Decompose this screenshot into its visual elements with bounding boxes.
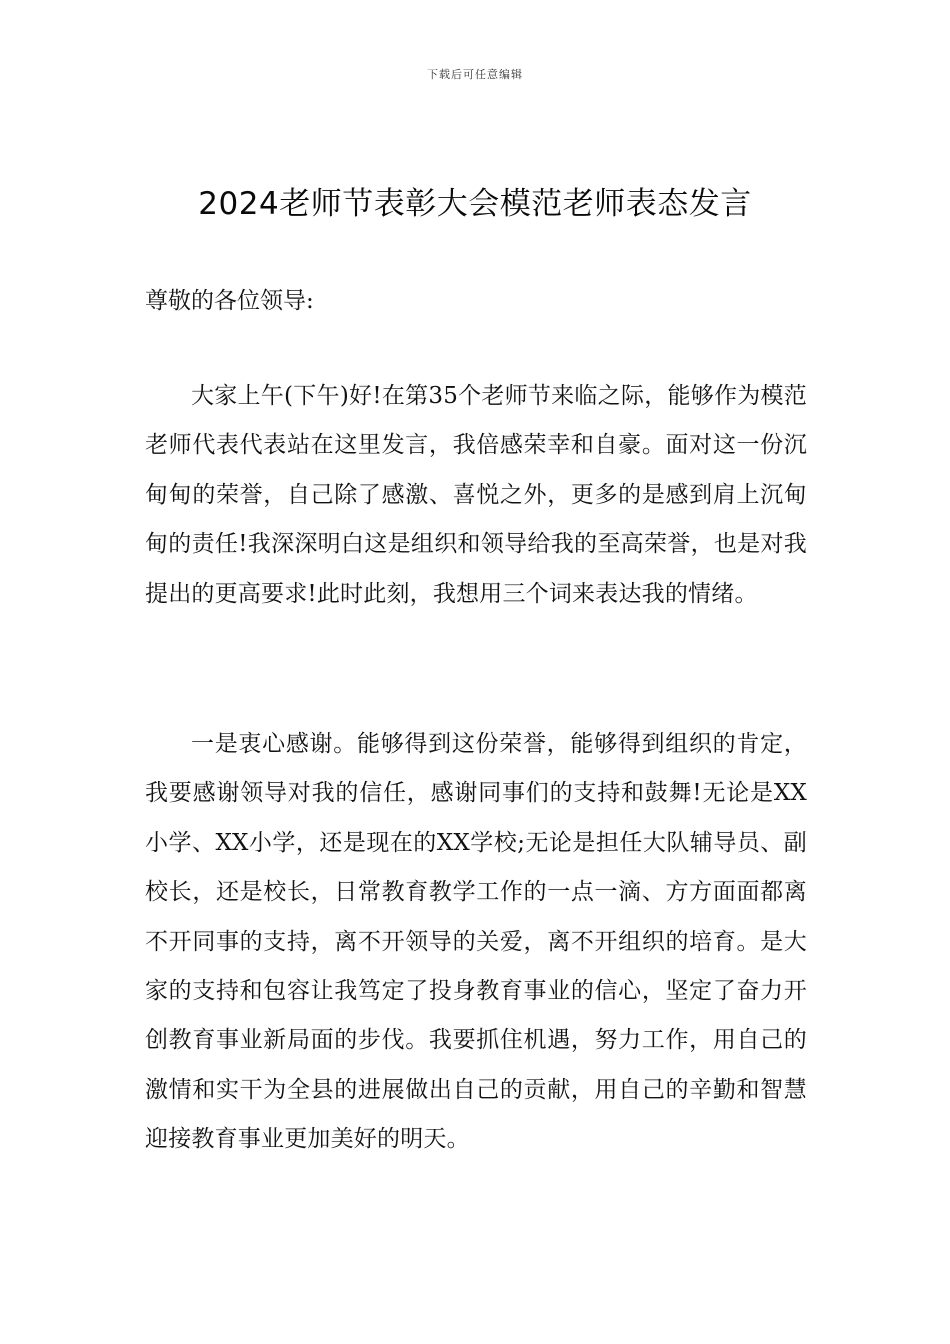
document-title: 2024老师节表彰大会模范老师表态发言	[198, 186, 752, 222]
body-paragraph-1: 大家上午(下午)好!在第35个老师节来临之际，能够作为模范老师代表代表站在这里发言，我倍感荣幸和自豪。面对这一份沉甸甸的荣誉，自己除了感激、喜悦之外，更多的是感到肩上沉甸甸的责任!我深深明白这是组织和领导给我的至高荣誉，也是对我提出的更高要求!此时此刻，我想用三个词来表达我的情绪。	[145, 383, 807, 607]
body-paragraph-2: 一是衷心感谢。能够得到这份荣誉，能够得到组织的肯定，我要感谢领导对我的信任，感谢同事们的支持和鼓舞!无论是XX小学、XX小学，还是现在的XX学校;无论是担任大队辅导员、副校长，还是校长，日常教育教学工作的一点一滴、方方面面都离不开同事的支持，离不开领导的关爱，离不开组织的培育。是大家的支持和包容让我笃定了投身教育事业的信心，坚定了奋力开创教育事业新局面的步伐。我要抓住机遇，努力工作，用自己的激情和实干为全县的进展做出自己的贡献，用自己的辛勤和智慧迎接教育事业更加美好的明天。	[145, 731, 807, 1153]
page-header-note: 下载后可任意编辑	[427, 68, 523, 81]
salutation: 尊敬的各位领导:	[145, 288, 314, 314]
